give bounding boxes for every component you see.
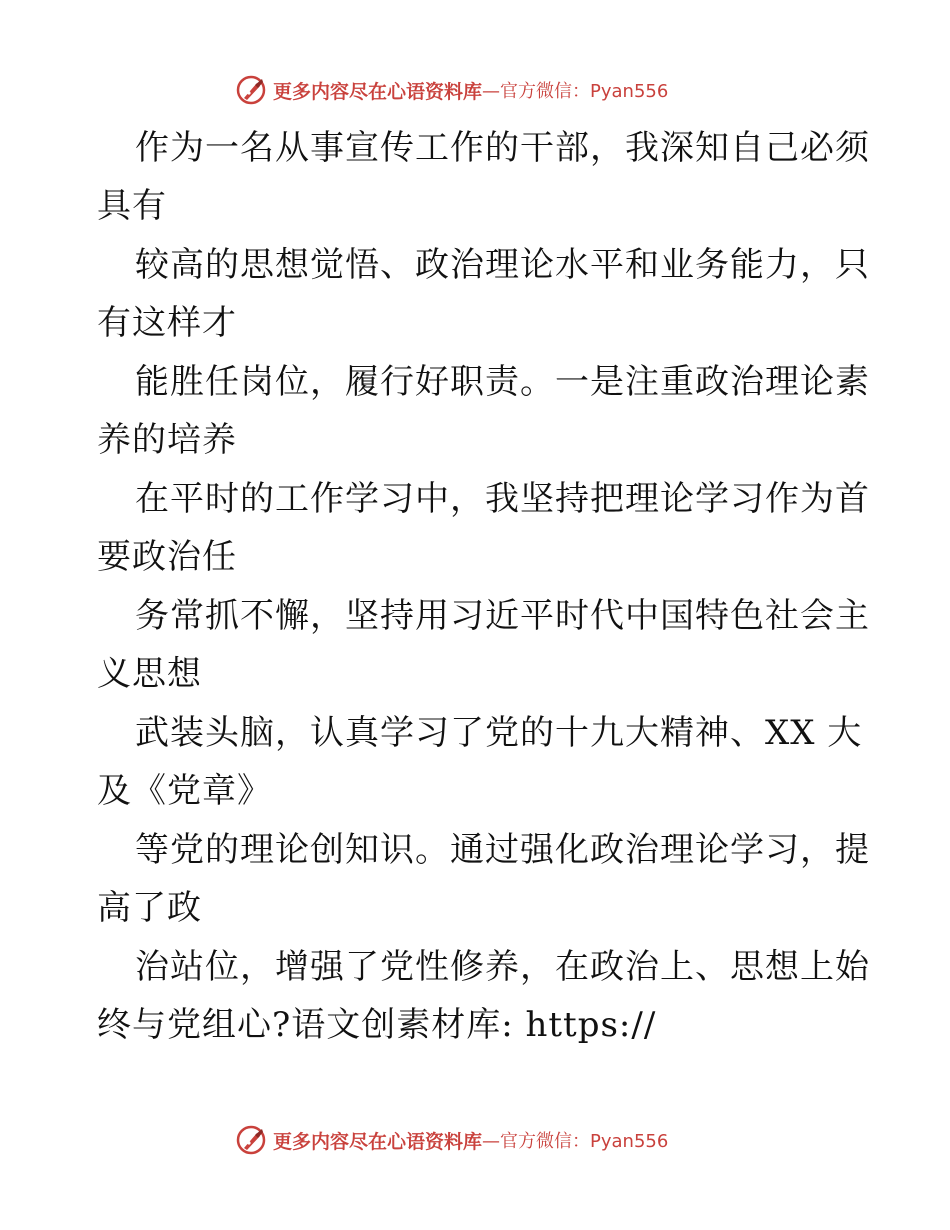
body-line: 要政治任 [97,537,237,577]
body-line: 具有 [97,186,167,226]
body-line: 能胜任岗位，履行好职责。一是注重政治理论素 [135,362,870,402]
body-line: 及《党章》 [97,771,272,811]
body-line: 作为一名从事宣传工作的干部，我深知自己必须 [135,128,870,168]
footer-banner [235,1122,668,1158]
body-line: 高了政 [97,888,202,928]
body-line: 有这样才 [97,303,237,343]
banner-wechat: —官方微信：Pyan556 [482,81,669,102]
body-line: 义思想 [97,654,202,694]
body-line: 养的培养 [97,420,237,460]
body-line: 终与党组心?语文创素材库: https:// [97,1005,657,1045]
body-line: 务常抓不懈，坚持用习近平时代中国特色社会主 [135,596,870,636]
banner-title: 更多内容尽在心语资料库 [273,1130,483,1153]
body-line: 在平时的工作学习中，我坚持把理论学习作为首 [135,479,870,519]
body-line: 较高的思想觉悟、政治理论水平和业务能力，只 [135,245,870,285]
banner-wechat: —官方微信：Pyan556 [482,1131,669,1152]
pen-nib-logo-icon [235,1124,267,1156]
body-line: 治站位，增强了党性修养，在政治上、思想上始 [135,947,870,987]
body-line: 武装头脑，认真学习了党的十九大精神、XX 大 [135,713,863,753]
banner-title: 更多内容尽在心语资料库 [273,80,483,103]
body-line: 等党的理论创知识。通过强化政治理论学习，提 [135,830,870,870]
